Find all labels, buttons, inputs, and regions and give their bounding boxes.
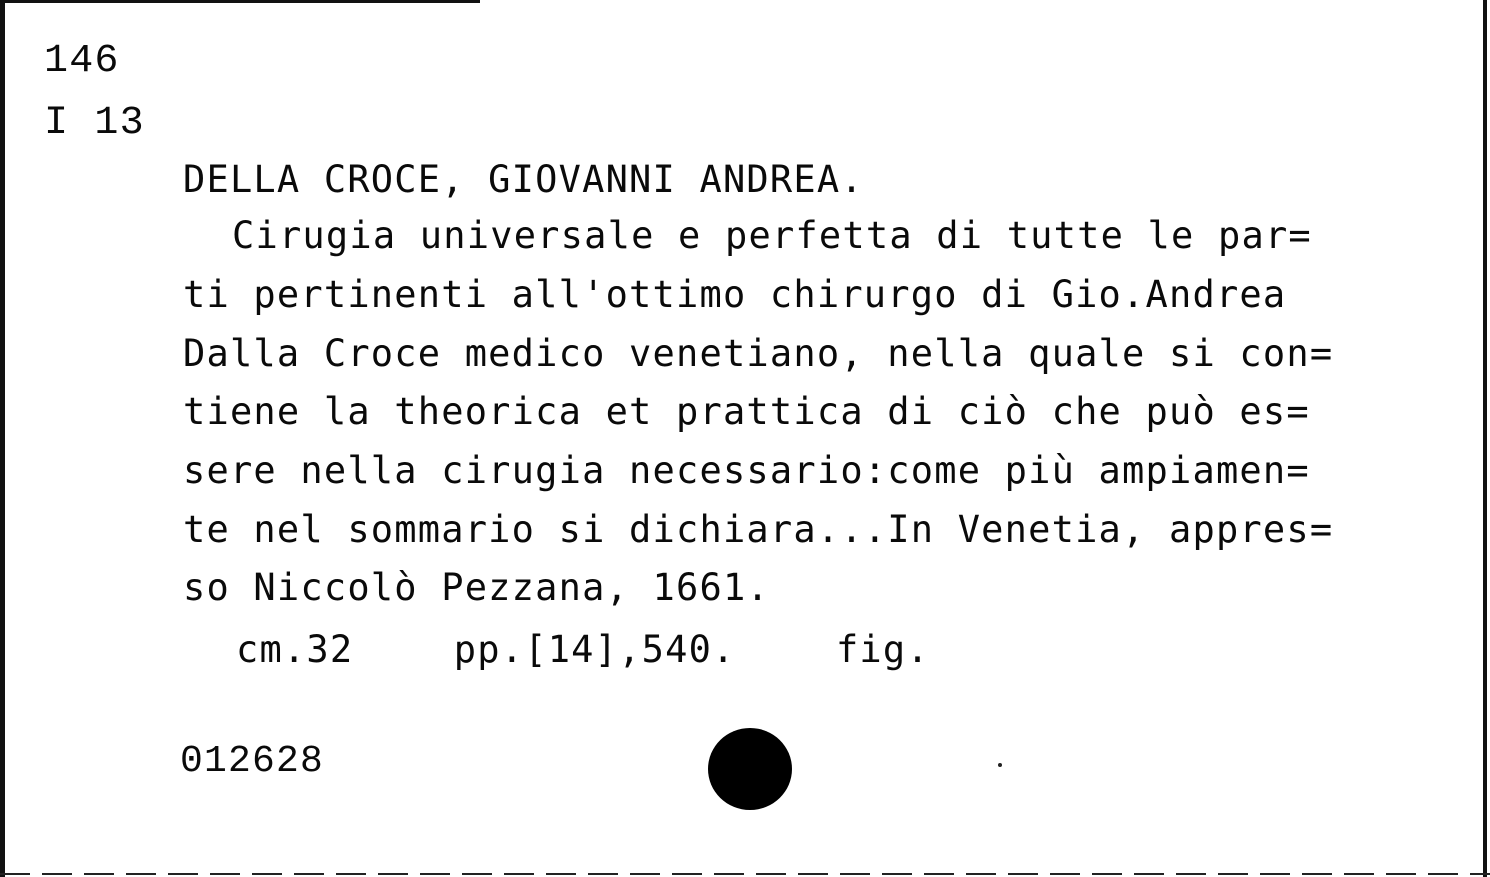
- call-number-line2: I 13: [44, 101, 145, 146]
- title-line: tiene la theorica et prattica di ciò che può es=: [183, 390, 1310, 433]
- punch-hole: [708, 728, 792, 810]
- card-left-edge: [0, 0, 5, 877]
- author-heading: DELLA CROCE, GIOVANNI ANDREA.: [183, 158, 864, 201]
- accession-number: 012628: [180, 740, 325, 783]
- title-line: sere nella cirugia necessario:come più ampiamen=: [183, 449, 1310, 492]
- call-number-line1: 146: [44, 39, 120, 84]
- card-top-edge: [0, 0, 480, 3]
- title-line: Dalla Croce medico venetiano, nella quale si con=: [183, 332, 1334, 375]
- card-right-edge: [1483, 0, 1487, 877]
- collation-line: cm.32 pp.[14],540. fig.: [236, 628, 930, 671]
- title-line: Cirugia universale e perfetta di tutte le par=: [232, 214, 1312, 257]
- title-line: te nel sommario si dichiara...In Venetia, appres=: [183, 508, 1334, 551]
- ink-speck: [998, 763, 1002, 767]
- imprint-line: so Niccolò Pezzana, 1661.: [183, 566, 770, 609]
- card-bottom-edge: [0, 873, 1490, 875]
- title-line: ti pertinenti all'ottimo chirurgo di Gio.Andrea: [183, 273, 1287, 316]
